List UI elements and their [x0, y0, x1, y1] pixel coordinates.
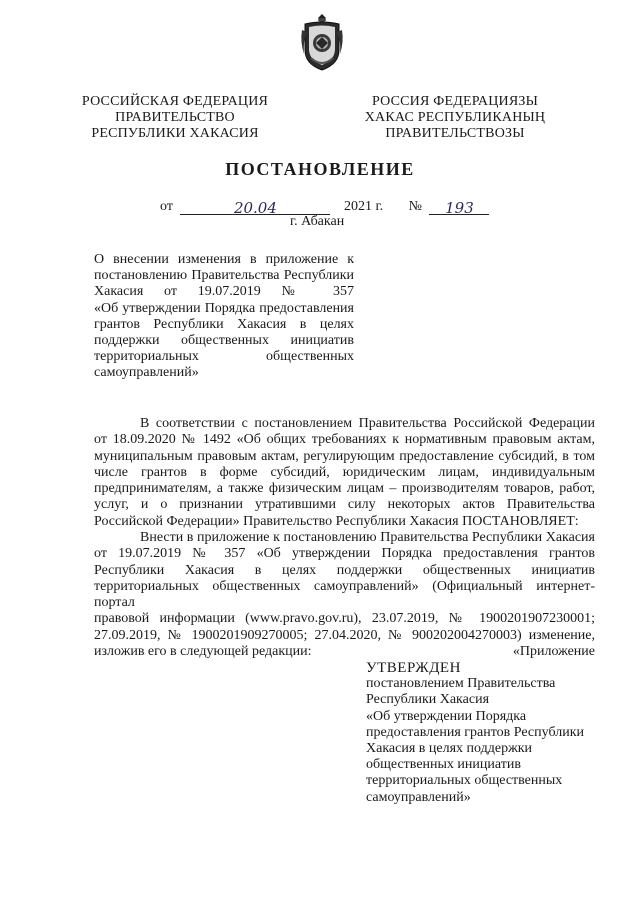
date-prefix: от	[160, 199, 173, 214]
city-label: г. Абакан	[290, 214, 345, 229]
paragraph-line: правовой информации (www.pravo.gov.ru), 23.07.2019, № 1900201907230001;	[94, 611, 595, 627]
paragraph-line: муниципальным правовым актам, регулирующим предоставление субсидий, в том	[94, 448, 595, 464]
approved-line: Хакасия в целях поддержки	[366, 741, 533, 757]
document-title: ПОСТАНОВЛЕНИЕ	[225, 159, 415, 179]
subject-block	[94, 252, 354, 382]
paragraph-line: от 19.07.2019 № 357 «Об утверждении Порядка предоставления грантов	[94, 546, 595, 562]
paragraph-line: Республики Хакасия в целях поддержки общественных инициатив	[94, 562, 595, 578]
appendix-label: «Приложение	[512, 644, 595, 659]
approved-line: Республики Хакасия	[366, 692, 490, 708]
coat-of-arms-emblem	[299, 10, 345, 72]
approved-line: постановлением Правительства	[366, 676, 556, 692]
paragraph-1	[94, 416, 595, 530]
year-label: 2021 г.	[343, 199, 384, 214]
number-field	[429, 196, 489, 215]
subject-line: поддержки общественных инициатив	[94, 333, 354, 349]
paragraph-line: Внести в приложение к постановлению Правительства Республики Хакасия	[140, 530, 595, 545]
number-sign: №	[408, 199, 422, 214]
header-right-line: ПРАВИТЕЛЬСТВОЗЫ	[385, 126, 525, 141]
paragraph-line: услуг, и о признании утратившими силу некоторых актов Правительства	[94, 497, 595, 513]
approved-heading: УТВЕРЖДЕН	[366, 660, 461, 676]
number-handwritten: 193	[445, 199, 474, 217]
header-left-line: РЕСПУБЛИКИ ХАКАСИЯ	[91, 126, 259, 141]
subject-line: «Об утверждении Порядка предоставления	[94, 300, 354, 316]
paragraph-line: территориальных общественных самоуправлений» (Официальный интернет-портал	[94, 578, 595, 611]
date-handwritten: 20.04	[233, 199, 277, 217]
subject-line: постановлению Правительства Республики	[94, 268, 354, 284]
approved-line: самоуправлений»	[366, 789, 471, 805]
header-left-line: ПРАВИТЕЛЬСТВО	[115, 110, 235, 125]
subject-line: территориальных общественных	[94, 349, 354, 365]
header-left-block	[80, 94, 270, 142]
header-left-line: РОССИЙСКАЯ ФЕДЕРАЦИЯ	[81, 94, 269, 109]
approved-line: территориальных общественных	[366, 773, 563, 789]
header-right-block	[355, 94, 555, 142]
header-right-line: ХАКАС РЕСПУБЛИКАНЫҢ	[364, 110, 546, 125]
approval-block	[366, 660, 598, 806]
approved-line: общественных инициатив	[366, 757, 521, 773]
paragraph-line: числе грантов в форме субсидий, юридическим лицам, индивидуальным	[94, 464, 595, 480]
date-field	[180, 196, 330, 215]
date-number-line	[160, 196, 489, 217]
subject-line: грантов Республики Хакасия в целях	[94, 316, 354, 332]
paragraph-line: от 18.09.2020 № 1492 «Об общих требованиях к нормативным правовым актам,	[94, 432, 595, 448]
paragraph-line: В соответствии с постановлением Правительства Российской Федерации	[140, 416, 595, 431]
subject-line: О внесении изменения в приложение к	[94, 252, 354, 267]
header-right-line: РОССИЯ ФЕДЕРАЦИЯЗЫ	[371, 94, 539, 109]
approved-line: предоставления грантов Республики	[366, 724, 584, 740]
subject-line: самоуправлений»	[94, 365, 199, 381]
paragraph-line: Российской Федерации» Правительство Республики Хакасия ПОСТАНОВЛЯЕТ:	[94, 513, 579, 529]
subject-line: Хакасия от 19.07.2019 № 357	[94, 284, 354, 300]
paragraph-2	[94, 530, 595, 660]
approved-line: «Об утверждении Порядка	[366, 708, 527, 724]
paragraph-line: предпринимателям, а также физическим лицам – производителям товаров, работ,	[94, 481, 595, 497]
paragraph-line: 27.09.2019, № 1900201909270005; 27.04.2020, № 900202004270003) изменение,	[94, 627, 595, 643]
paragraph-line: изложив его в следующей редакции:	[94, 644, 312, 660]
